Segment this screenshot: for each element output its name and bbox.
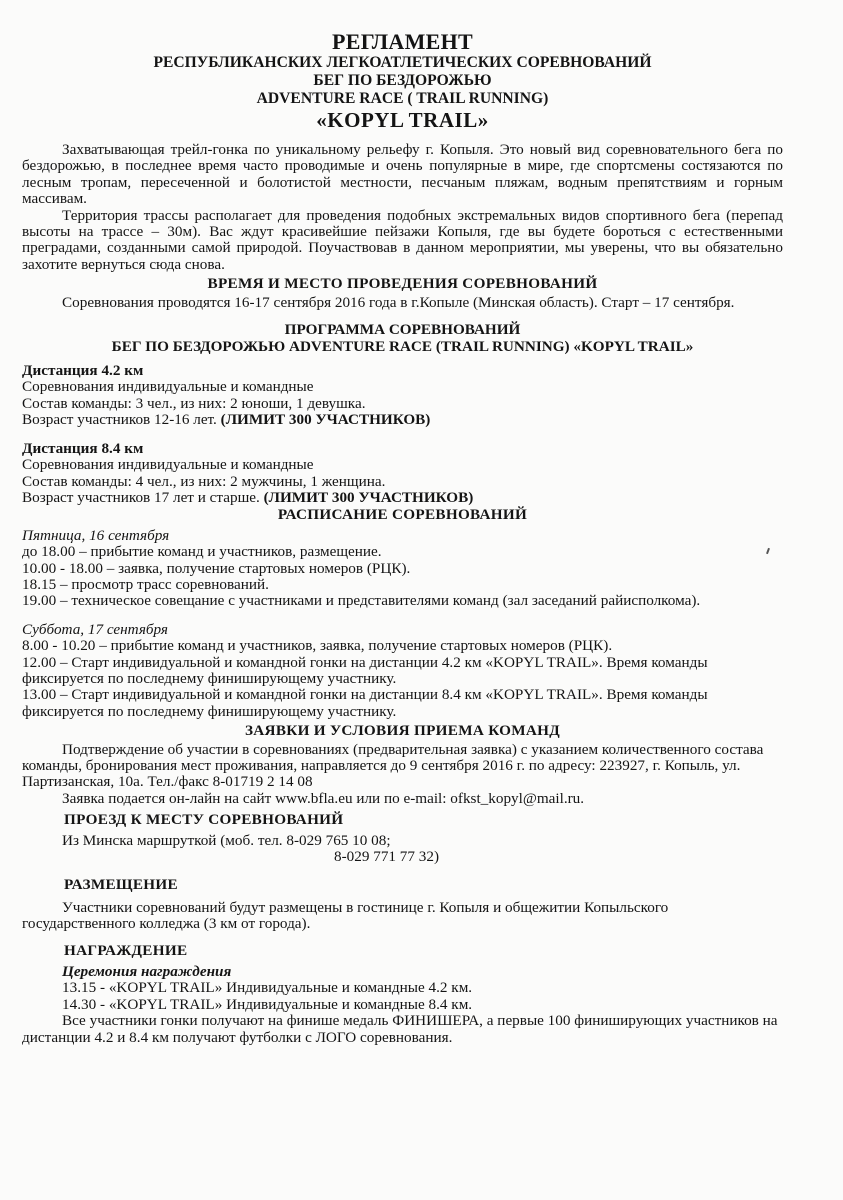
schedule-day (22, 528, 783, 610)
time-place-heading: ВРЕМЯ И МЕСТО ПРОВЕДЕНИЯ СОРЕВНОВАНИЙ (207, 275, 598, 293)
intro-section (22, 142, 783, 273)
header-line-1: РЕСПУБЛИКАНСКИХ ЛЕГКОАТЛЕТИЧЕСКИХ СОРЕВНОВАНИЙ (153, 54, 652, 71)
awards-ceremony-label: Церемония награждения (62, 963, 232, 981)
travel-line-1: Из Минска маршруткой (моб. тел. 8-029 765 10 08; (62, 831, 391, 849)
accommodation-text: Участники соревнований будут размещены в гостинице г. Копыля и общежитии Копыльского государственного колледжа (3 км от города). (22, 898, 669, 933)
distance-line: Состав команды: 4 чел., из них: 2 мужчины, 1 женщина. (22, 472, 386, 490)
schedule-day-label: Суббота, 17 сентября (22, 620, 168, 638)
distance-line: Соревнования индивидуальные и командные (22, 378, 314, 396)
awards-final-text: Все участники гонки получают на финише медаль ФИНИШЕРА, а первые 100 финиширующих участников на дистанции 4.2 и 8.4 км получают футболки с ЛОГО соревнования. (22, 1012, 778, 1046)
program-heading (22, 321, 783, 355)
document-header (22, 30, 783, 132)
travel-line-2: 8-029 771 77 32) (334, 848, 440, 866)
distance-age: Возраст участников 12-16 лет. (22, 411, 217, 429)
schedule-item: 10.00 - 18.00 – заявка, получение стартовых номеров (РЦК). (22, 559, 411, 577)
award-item: 14.30 - «KOPYL TRAIL» Индивидуальные и командные 8.4 км. (62, 995, 473, 1013)
schedule-item: 8.00 - 10.20 – прибытие команд и участников, заявка, получение стартовых номеров (РЦК). (22, 637, 613, 655)
schedule-item: 19.00 – техническое совещание с участниками и представителями команд (зал заседаний райисполкома). (22, 592, 701, 610)
distance-age-line (22, 490, 783, 506)
applications-heading: ЗАЯВКИ И УСЛОВИЯ ПРИЕМА КОМАНД (244, 722, 561, 740)
header-line-3: ADVENTURE RACE ( TRAIL RUNNING) (256, 90, 549, 107)
header-line-2: БЕГ ПО БЕЗДОРОЖЬЮ (313, 72, 492, 89)
schedule-item: 12.00 – Старт индивидуальной и командной гонки на дистанции 4.2 км «KOPYL TRAIL». Время команды фиксируется по последнему финиширующему участнику. (22, 653, 708, 687)
schedule-day-label: Пятница, 16 сентября (22, 526, 170, 544)
distance-age: Возраст участников 17 лет и старше. (22, 488, 260, 506)
schedule-item: 13.00 – Старт индивидуальной и командной гонки на дистанции 8.4 км «KOPYL TRAIL». Время команды фиксируется по последнему финиширующему участнику. (22, 686, 708, 720)
distance-limit: (ЛИМИТ 300 УЧАСТНИКОВ) (220, 411, 431, 429)
travel-heading: ПРОЕЗД К МЕСТУ СОРЕВНОВАНИЙ (64, 811, 344, 829)
award-item: 13.15 - «KOPYL TRAIL» Индивидуальные и командные 4.2 км. (62, 979, 473, 997)
race-name: «KOPYL TRAIL» (316, 108, 489, 132)
applications-text: Подтверждение об участии в соревнованиях (предварительная заявка) с указанием количественного состава команды, бронирования мест проживания, направляется до 9 сентября 2016 г. по адресу: 223927, г. Копыль, ул. Партизанская, 10а. Тел./факс 8-01719 2 14 08 (22, 740, 764, 791)
schedule-item: до 18.00 – прибытие команд и участников, размещение. (22, 543, 382, 561)
document-title: РЕГЛАМЕНТ (332, 29, 473, 54)
awards-heading: НАГРАЖДЕНИЕ (64, 941, 188, 959)
distance-block (22, 363, 783, 429)
program-heading-1: ПРОГРАММА СОРЕВНОВАНИЙ (284, 321, 521, 339)
distance-title: Дистанция 8.4 км (22, 439, 144, 457)
intro-paragraph-1: Захватывающая трейл-гонка по уникальному рельефу г. Копыля. Это новый вид соревновательного бега по бездорожью, в последнее время часто проводимые и очень популярные в мире, где спортсмены состязаются по лесным тропам, пересеченной и болотистой местности, песчаным пляжам, водным препятствиям и горным массивам. (22, 141, 783, 208)
distance-limit: (ЛИМИТ 300 УЧАСТНИКОВ) (263, 488, 474, 506)
accommodation-heading: РАЗМЕЩЕНИЕ (64, 876, 178, 894)
intro-paragraph-2: Территория трассы располагает для проведения подобных экстремальных видов спортивного бега (перепад высоты на трассе – 30м). Вас ждут красивейшие пейзажи Копыля, где вы будете бороться с естественными преградами, созданными самой природой. Поучаствовав в данном мероприятии, мы уверены, что вы обязательно захотите вернуться сюда снова. (22, 206, 783, 273)
distance-block (22, 441, 783, 507)
distance-line: Состав команды: 3 чел., из них: 2 юноши, 1 девушка. (22, 394, 366, 412)
applications-online: Заявка подается он-лайн на сайт www.bfla.eu или по e-mail: ofkst_kopyl@mail.ru. (62, 789, 585, 807)
schedule-item: 18.15 – просмотр трасс соревнований. (22, 575, 269, 593)
schedule-heading: РАСПИСАНИЕ СОРЕВНОВАНИЙ (277, 506, 528, 524)
distance-line: Соревнования индивидуальные и командные (22, 456, 314, 474)
time-place-text: Соревнования проводятся 16-17 сентября 2016 года в г.Копыле (Минская область). Старт – 17 сентября. (62, 293, 735, 311)
distance-title: Дистанция 4.2 км (22, 362, 144, 380)
schedule-day (22, 622, 783, 720)
program-heading-2: БЕГ ПО БЕЗДОРОЖЬЮ ADVENTURE RACE (TRAIL RUNNING) «KOPYL TRAIL» (111, 338, 694, 356)
distance-age-line (22, 412, 783, 428)
